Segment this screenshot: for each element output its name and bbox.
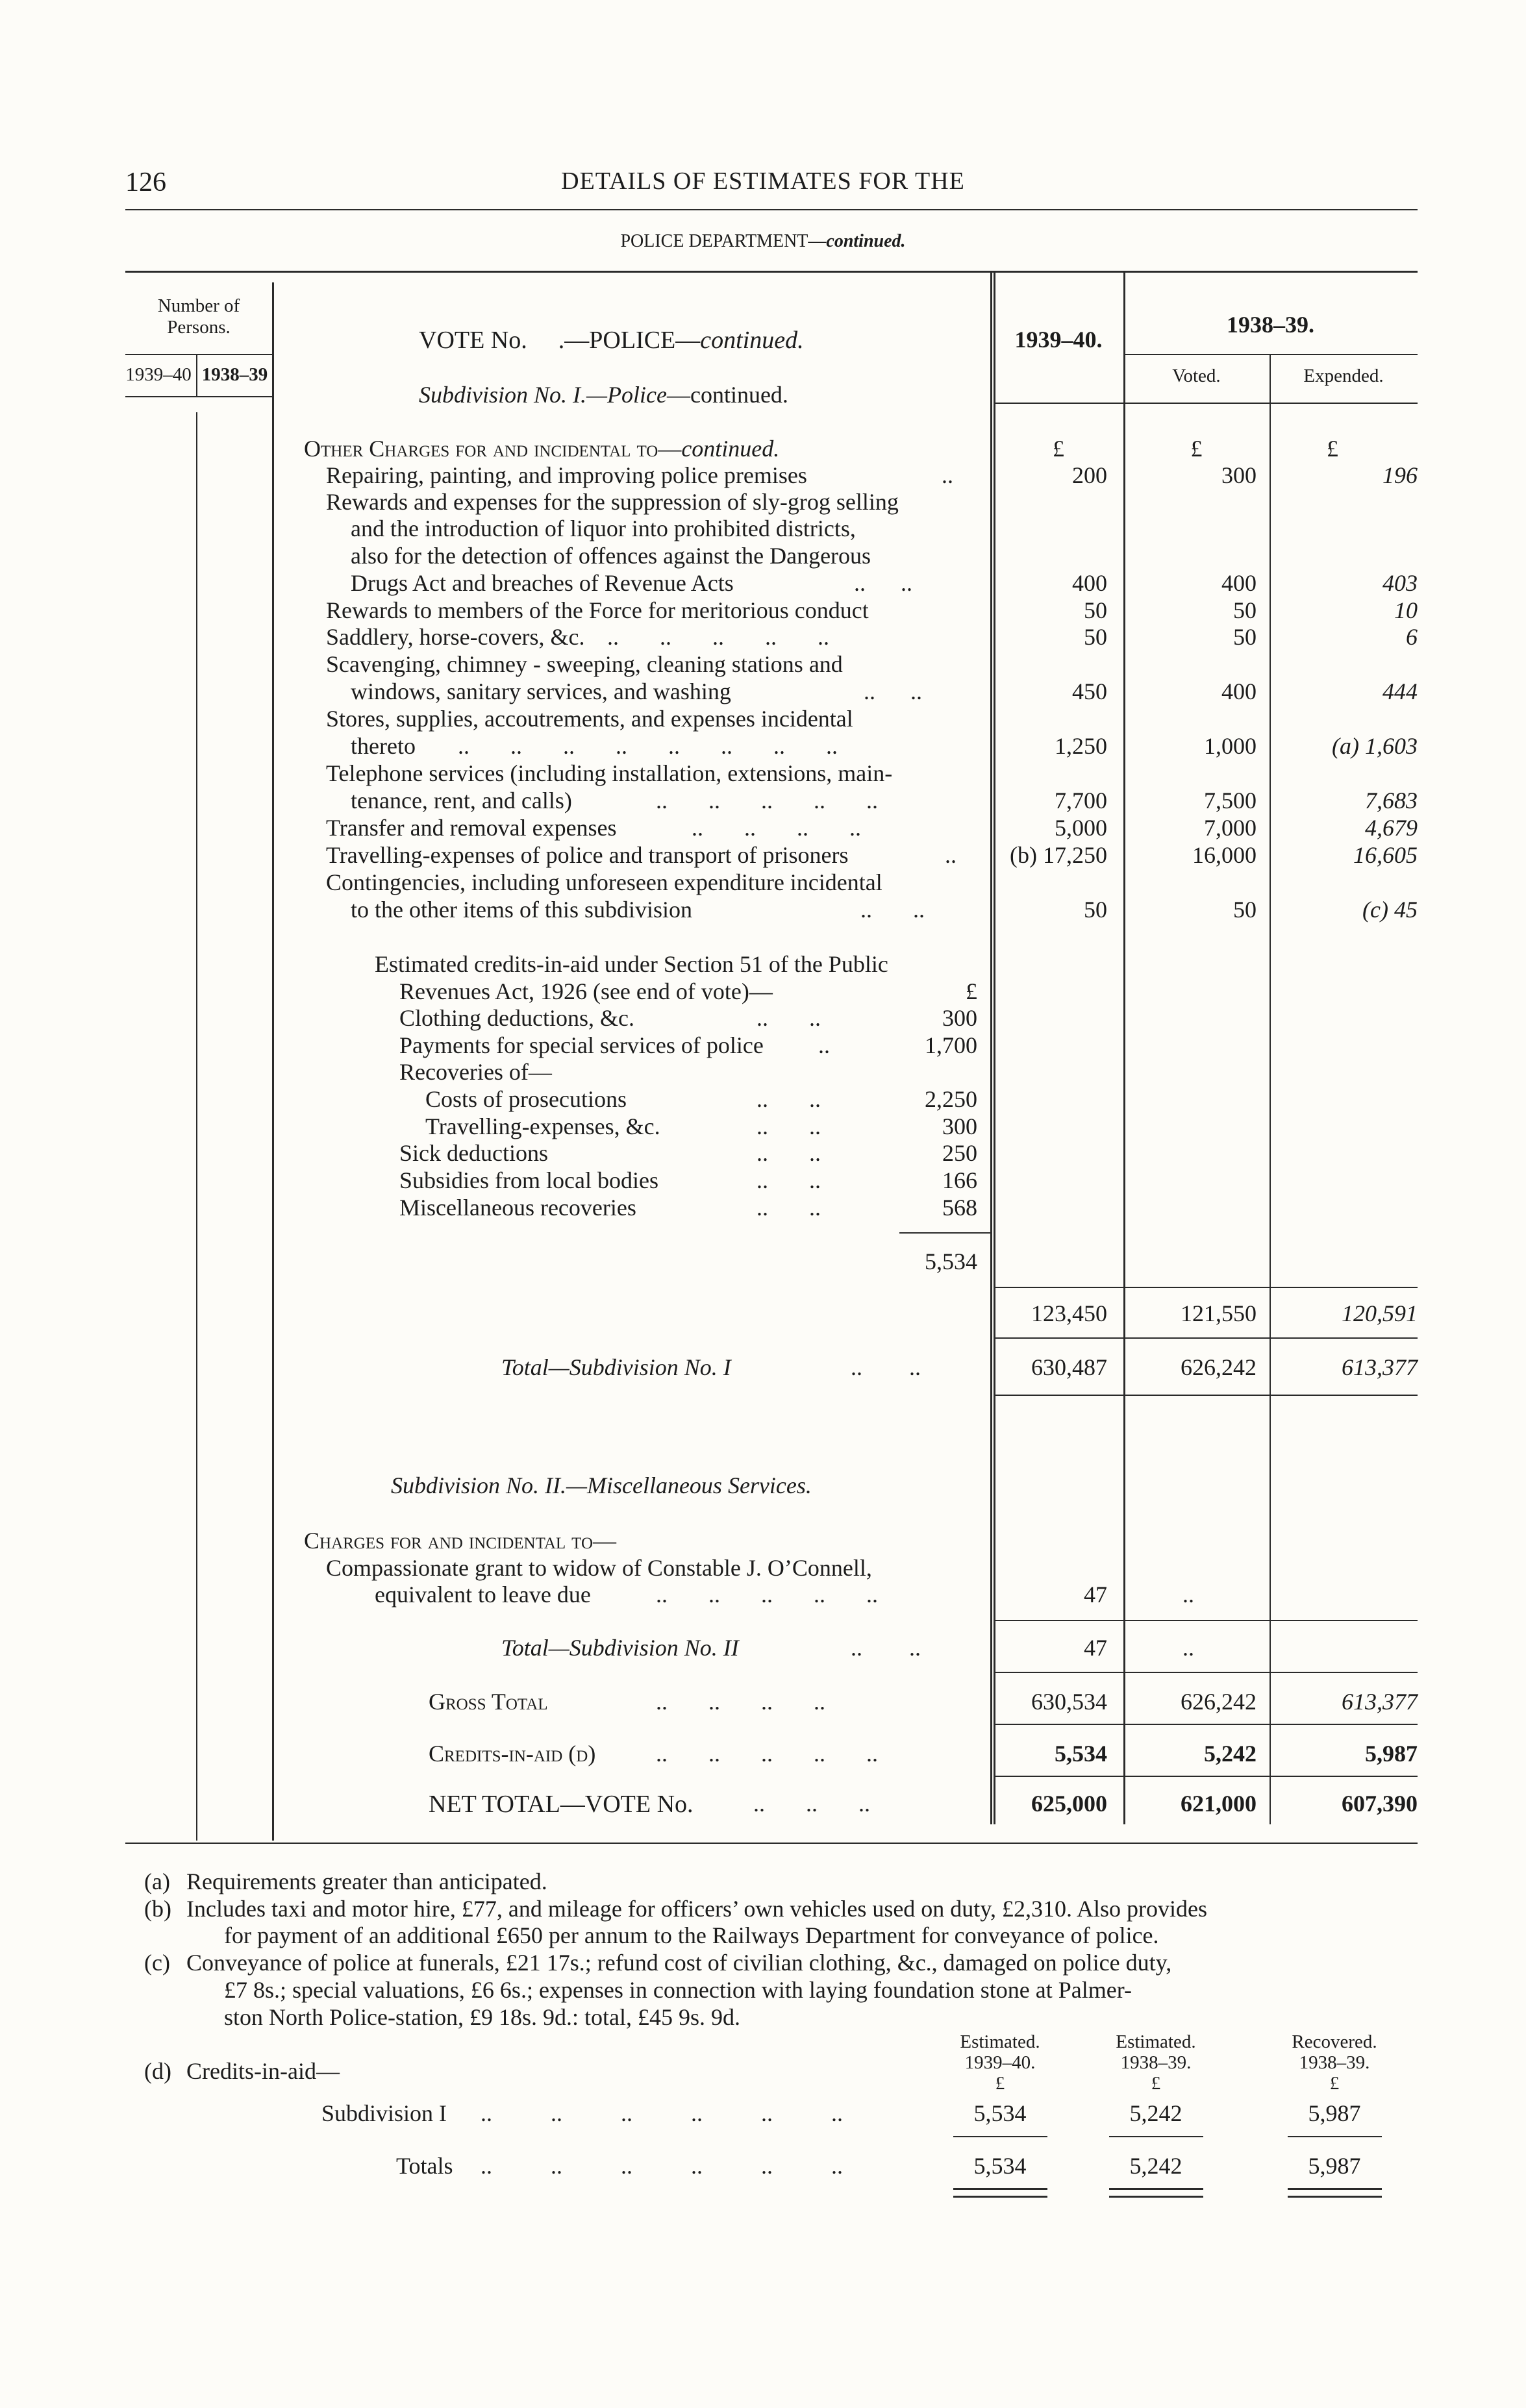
gross-rule — [994, 1724, 1418, 1725]
credits-in-aid-label: Credits-in-aid (d) — [429, 1741, 596, 1767]
item-contingencies-line: Contingencies, including unforeseen expenditure incidental — [326, 869, 882, 895]
leader-dots: .. .. .. .. .. — [656, 1741, 878, 1767]
summary-mark: (d) — [144, 2058, 171, 2084]
leader-dots: .. .. .. — [753, 1791, 870, 1817]
credit-value: 300 — [942, 1113, 977, 1139]
subdivision-1-title: Subdivision No. I.—Police—continued. — [419, 382, 788, 408]
net-total-expended: 607,390 — [1342, 1791, 1418, 1817]
footnote-c: Conveyance of police at funerals, £21 17s.; refund cost of civilian clothing, &c., damaged on police duty, — [186, 1950, 1172, 1976]
leader-dots: .. .. — [864, 678, 922, 704]
item-transfer-est: 5,000 — [1055, 815, 1107, 841]
leader-dots: .. .. — [757, 1086, 821, 1112]
leader-dots: .. .. — [757, 1113, 821, 1139]
footnote-b: for payment of an additional £650 per annum to the Railways Department for conveyance of police. — [224, 1922, 1159, 1948]
other-charges-total-voted: 121,550 — [1181, 1300, 1257, 1326]
heading-1938-39: 1938–39. — [1227, 312, 1314, 338]
other-charges-total-expended: 120,591 — [1342, 1300, 1418, 1326]
item-rewards-line: also for the detection of offences against the Dangerous — [351, 543, 871, 569]
credit-label: Recoveries of— — [399, 1059, 552, 1085]
credit-value: 166 — [942, 1167, 977, 1193]
credit-value: 1,700 — [925, 1032, 977, 1058]
item-meritorious-est: 50 — [1084, 597, 1107, 623]
credit-label: Costs of prosecutions — [425, 1086, 627, 1112]
table-bottom-rule — [125, 1843, 1418, 1844]
item-telephone-voted: 7,500 — [1204, 788, 1257, 813]
item-stores-voted: 1,000 — [1204, 733, 1257, 759]
item-telephone-line: Telephone services (including installation, extensions, main- — [326, 760, 893, 786]
pound-expended: £ — [1327, 436, 1338, 462]
credits-in-aid-voted: 5,242 — [1204, 1741, 1257, 1767]
credit-value: 300 — [942, 1005, 977, 1031]
summary-double-rule — [953, 2188, 1047, 2198]
heading-bottom-rule — [994, 403, 1418, 404]
item-telephone-line: tenance, rent, and calls) — [351, 788, 572, 813]
credits-total: 5,534 — [925, 1248, 977, 1274]
item-rewards-line: and the introduction of liquor into prohibited districts, — [351, 515, 856, 541]
persons-inner-rule — [196, 412, 197, 1841]
item-transfer-voted: 7,000 — [1204, 815, 1257, 841]
summary-header-est-1939: Estimated. 1939–40. £ — [960, 2031, 1040, 2094]
leader-dots: .. .. — [854, 570, 912, 596]
item-telephone-est: 7,700 — [1055, 788, 1107, 813]
est-col-left-rule — [990, 273, 992, 1824]
summary-rule — [1109, 2136, 1203, 2137]
subtotal-rule-2 — [994, 1337, 1418, 1339]
credits-pound: £ — [966, 978, 977, 1004]
leader-dots: .. .. .. .. .. — [656, 788, 878, 813]
summary-rule — [953, 2136, 1047, 2137]
compassionate-line: equivalent to leave due — [375, 1582, 591, 1607]
item-repairing: Repairing, painting, and improving police premises — [326, 462, 807, 488]
credits-in-aid-expended: 5,987 — [1365, 1741, 1418, 1767]
est-col-right-rule — [1123, 273, 1125, 1824]
summary-rule — [1288, 2136, 1382, 2137]
persons-1939-40-heading: 1939–40 — [125, 364, 192, 385]
total-sub1-voted: 626,242 — [1181, 1354, 1257, 1380]
leader-dots: .. .. .. .. .. .. — [481, 2100, 843, 2126]
total-sub1-label: Total—Subdivision No. I — [501, 1354, 731, 1380]
item-repairing-est: 200 — [1072, 462, 1107, 488]
footnote-b: Includes taxi and motor hire, £77, and mileage for officers’ own vehicles used on duty, £2,310. Also provides — [186, 1896, 1207, 1922]
leader-dots: .. .. — [851, 1354, 921, 1380]
total-sub2-voted: .. — [1182, 1635, 1194, 1661]
est-1939-40-heading: 1939–40. — [1014, 327, 1103, 353]
total-sub1-expended: 613,377 — [1342, 1354, 1418, 1380]
credits-rule — [994, 1776, 1418, 1777]
pound-voted: £ — [1190, 436, 1203, 462]
gross-total-est: 630,534 — [1031, 1689, 1107, 1715]
summary-value: 5,242 — [1129, 2153, 1182, 2179]
total-sub1-est: 630,487 — [1031, 1354, 1107, 1380]
credit-value: 2,250 — [925, 1086, 977, 1112]
gross-total-expended: 613,377 — [1342, 1689, 1418, 1715]
credit-label: Sick deductions — [399, 1140, 548, 1166]
item-contingencies-line: to the other items of this subdivision — [351, 897, 692, 923]
item-saddlery-voted: 50 — [1233, 624, 1257, 650]
item-saddlery-expended: 6 — [1406, 624, 1418, 650]
summary-double-rule — [1109, 2188, 1203, 2198]
other-charges-heading: Other Charges for and incidental to—continued. — [304, 436, 780, 462]
item-meritorious-voted: 50 — [1233, 597, 1257, 623]
credits-in-aid-est: 5,534 — [1055, 1741, 1107, 1767]
leader-dots: .. .. — [851, 1635, 921, 1661]
summary-row-label: Totals — [396, 2153, 453, 2179]
footnote-mark: (a) — [144, 1868, 170, 1894]
leader-dots: .. .. — [757, 1005, 821, 1031]
item-repairing-expended: 196 — [1382, 462, 1418, 488]
leader-dots: .. .. .. .. .. .. .. .. — [458, 733, 838, 759]
compassionate-line: Compassionate grant to widow of Constable J. O’Connell, — [326, 1555, 872, 1581]
footnote-mark: (c) — [144, 1950, 170, 1976]
item-stores-line: Stores, supplies, accoutrements, and expenses incidental — [326, 706, 853, 732]
page-number: 126 — [125, 168, 166, 197]
header-rule — [125, 209, 1418, 210]
item-travelling-expended: 16,605 — [1353, 842, 1418, 868]
sub2-rule — [994, 1620, 1418, 1621]
leader-dots: .. — [942, 462, 953, 488]
table-top-rule — [125, 271, 1418, 273]
leader-dots: .. — [818, 1032, 830, 1058]
item-transfer: Transfer and removal expenses — [326, 815, 617, 841]
leader-dots: .. .. .. .. .. — [656, 1582, 878, 1607]
footnote-c: £7 8s.; special valuations, £6 6s.; expenses in connection with laying foundation stone at Palmer- — [224, 1977, 1132, 2003]
summary-value: 5,534 — [973, 2100, 1027, 2126]
credit-label: Payments for special services of police — [399, 1032, 764, 1058]
footnote-a: Requirements greater than anticipated. — [186, 1868, 547, 1894]
item-stores-expended: (a) 1,603 — [1332, 733, 1418, 759]
item-meritorious-expended: 10 — [1394, 597, 1418, 623]
leader-dots: .. .. .. .. — [692, 815, 861, 841]
item-transfer-expended: 4,679 — [1365, 815, 1418, 841]
item-stores-est: 1,250 — [1055, 733, 1107, 759]
department-heading: POLICE DEPARTMENT—continued. — [620, 231, 906, 251]
item-contingencies-est: 50 — [1084, 897, 1107, 923]
subdivision-2-title: Subdivision No. II.—Miscellaneous Services. — [391, 1472, 812, 1498]
gross-total-label: Gross Total — [429, 1689, 548, 1715]
item-scavenging-line: windows, sanitary services, and washing — [351, 678, 731, 704]
leader-dots: .. — [945, 842, 957, 868]
summary-value: 5,242 — [1129, 2100, 1182, 2126]
credit-label: Clothing deductions, &c. — [399, 1005, 634, 1031]
item-telephone-expended: 7,683 — [1365, 788, 1418, 813]
item-rewards-expended: 403 — [1382, 570, 1418, 596]
compassionate-est: 47 — [1084, 1582, 1107, 1607]
credit-label: Miscellaneous recoveries — [399, 1195, 636, 1221]
item-repairing-voted: 300 — [1221, 462, 1257, 488]
charges-incidental-heading: Charges for and incidental to— — [304, 1528, 617, 1554]
pound-est: £ — [1053, 436, 1064, 462]
item-rewards-est: 400 — [1072, 570, 1107, 596]
item-meritorious: Rewards to members of the Force for meritorious conduct — [326, 597, 869, 623]
vote-title: VOTE No. .—POLICE—continued. — [419, 327, 804, 354]
summary-label: Credits-in-aid— — [186, 2058, 340, 2084]
leader-dots: .. .. .. .. .. — [607, 624, 829, 650]
credit-value: 568 — [942, 1195, 977, 1221]
item-scavenging-line: Scavenging, chimney - sweeping, cleaning stations and — [326, 651, 843, 677]
persons-heading-bottom-rule — [125, 396, 272, 397]
leader-dots: .. .. .. .. .. .. — [481, 2153, 843, 2179]
leader-dots: .. .. — [860, 897, 925, 923]
number-of-persons-heading: Number of Persons. — [157, 295, 240, 338]
item-contingencies-expended: (c) 45 — [1362, 897, 1418, 923]
net-total-voted: 621,000 — [1181, 1791, 1257, 1817]
footnote-c: ston North Police-station, £9 18s. 9d.: total, £45 9s. 9d. — [224, 2004, 740, 2030]
sub2-rule-2 — [994, 1672, 1418, 1673]
summary-header-recovered: Recovered. 1938–39. £ — [1292, 2031, 1377, 2094]
leader-dots: .. .. .. .. — [656, 1689, 825, 1715]
net-total-label: NET TOTAL—VOTE No. — [429, 1791, 694, 1818]
persons-col-divider — [272, 282, 274, 1841]
item-saddlery: Saddlery, horse-covers, &c. — [326, 624, 585, 650]
subtotal-rule — [994, 1287, 1418, 1288]
item-rewards-line: Drugs Act and breaches of Revenue Acts — [351, 570, 734, 596]
credits-sum-rule — [899, 1232, 990, 1234]
summary-value: 5,987 — [1308, 2100, 1361, 2126]
total-sub2-label: Total—Subdivision No. II — [501, 1635, 739, 1661]
leader-dots: .. .. — [757, 1167, 821, 1193]
subtotal-rule-3 — [994, 1395, 1418, 1396]
compassionate-voted: .. — [1182, 1582, 1194, 1607]
summary-header-est-1938: Estimated. 1938–39. £ — [1116, 2031, 1196, 2094]
persons-sub-rule — [125, 354, 272, 355]
other-charges-total-est: 123,450 — [1031, 1300, 1107, 1326]
item-travelling-voted: 16,000 — [1192, 842, 1257, 868]
summary-value: 5,987 — [1308, 2153, 1361, 2179]
persons-1938-39-heading: 1938–39 — [201, 364, 268, 385]
net-total-est: 625,000 — [1031, 1791, 1107, 1817]
summary-double-rule — [1288, 2188, 1382, 2198]
leader-dots: .. .. — [757, 1140, 821, 1166]
credit-value: 250 — [942, 1140, 977, 1166]
running-head: DETAILS OF ESTIMATES FOR THE — [561, 168, 965, 195]
item-rewards-voted: 400 — [1221, 570, 1257, 596]
footnote-mark: (b) — [144, 1896, 171, 1922]
expended-heading: Expended. — [1303, 366, 1384, 386]
gross-total-voted: 626,242 — [1181, 1689, 1257, 1715]
credits-heading-line: Revenues Act, 1926 (see end of vote)— — [399, 978, 773, 1004]
summary-value: 5,534 — [973, 2153, 1027, 2179]
item-scavenging-expended: 444 — [1382, 678, 1418, 704]
credits-heading-line: Estimated credits-in-aid under Section 51 of the Public — [375, 951, 888, 977]
item-contingencies-voted: 50 — [1233, 897, 1257, 923]
item-scavenging-est: 450 — [1072, 678, 1107, 704]
item-stores-line: thereto — [351, 733, 416, 759]
item-saddlery-est: 50 — [1084, 624, 1107, 650]
item-rewards-line: Rewards and expenses for the suppression of sly-grog selling — [326, 489, 899, 515]
item-travelling: Travelling-expenses of police and transport of prisoners — [326, 842, 849, 868]
item-travelling-est: (b) 17,250 — [1010, 842, 1107, 868]
item-scavenging-voted: 400 — [1221, 678, 1257, 704]
summary-row-label: Subdivision I — [321, 2100, 447, 2126]
leader-dots: .. .. — [757, 1195, 821, 1221]
total-sub2-est: 47 — [1084, 1635, 1107, 1661]
voted-heading: Voted. — [1172, 366, 1221, 386]
credit-label: Subsidies from local bodies — [399, 1167, 658, 1193]
voted-sub-rule — [1123, 354, 1418, 355]
credit-label: Travelling-expenses, &c. — [425, 1113, 660, 1139]
